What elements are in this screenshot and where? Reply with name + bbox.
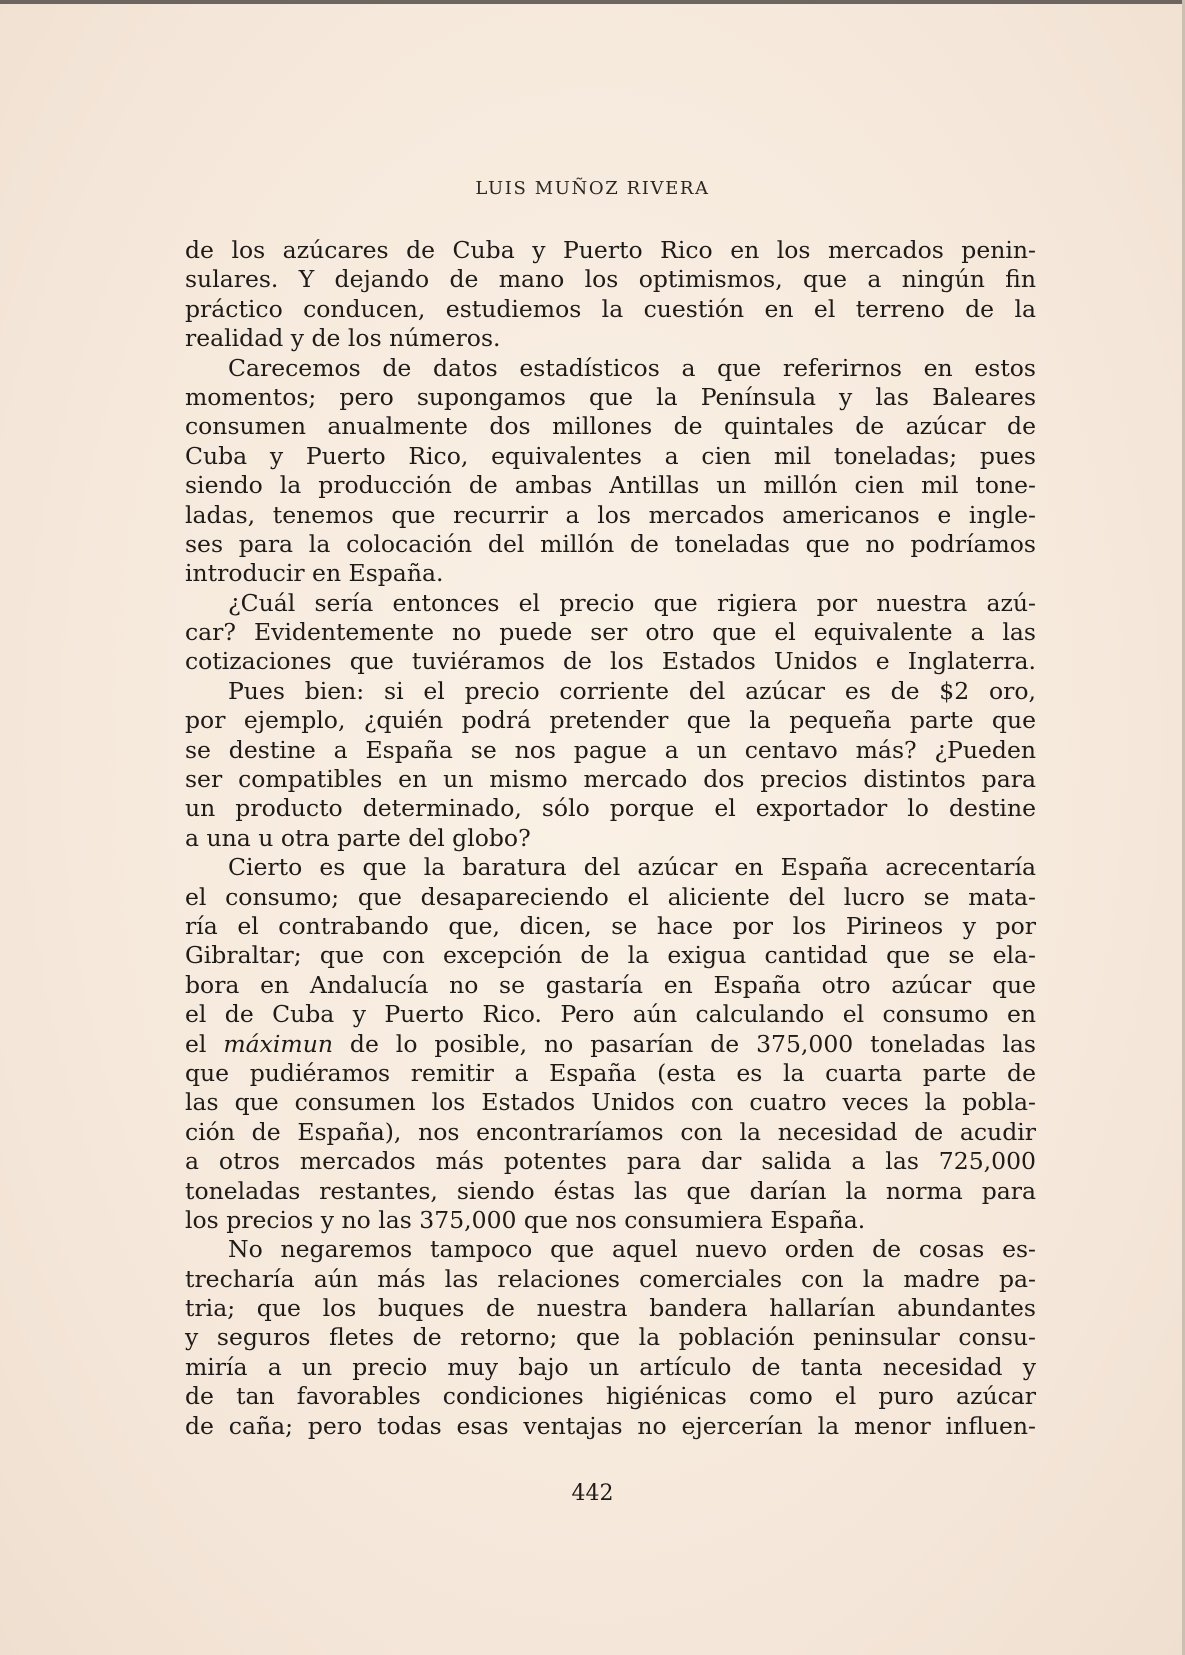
italic-term: máximun xyxy=(223,1029,333,1058)
text-line: el de Cuba y Puerto Rico. Pero aún calculando el consumo en xyxy=(185,1000,1036,1029)
text-line: un producto determinado, sólo porque el exportador lo destine xyxy=(185,794,1036,823)
text-line: consumen anualmente dos millones de quintales de azúcar de xyxy=(185,412,1036,441)
text-line: ladas, tenemos que recurrir a los mercados americanos e ingle- xyxy=(185,500,1036,529)
text-line: sulares. Y dejando de mano los optimismos, que a ningún fin xyxy=(185,265,1036,294)
text-line: de tan favorables condiciones higiénicas como el puro azúcar xyxy=(185,1382,1036,1411)
text-line: por ejemplo, ¿quién podrá pretender que la pequeña parte que xyxy=(185,706,1036,735)
text-line: Cuba y Puerto Rico, equivalentes a cien mil toneladas; pues xyxy=(185,441,1036,470)
paragraph-first-line: Cierto es que la baratura del azúcar en España acrecentaría xyxy=(228,853,1036,882)
text-line: siendo la producción de ambas Antillas un millón cien mil tone- xyxy=(185,471,1036,500)
text-line: ción de España), nos encontraríamos con la necesidad de acudir xyxy=(185,1117,1036,1146)
text-line: de caña; pero todas esas ventajas no ejercerían la menor influen- xyxy=(185,1411,1036,1440)
paragraph-first-line: Pues bien: si el precio corriente del azúcar es de $2 oro, xyxy=(228,676,1036,705)
text-line: car? Evidentemente no puede ser otro que el equivalente a las xyxy=(185,618,1036,647)
text-line: momentos; pero supongamos que la Península y las Baleares xyxy=(185,382,1036,411)
text-line: cotizaciones que tuviéramos de los Estados Unidos e Inglaterra. xyxy=(185,647,1036,676)
line-prefix: el xyxy=(185,1029,224,1058)
text-line: ría el contrabando que, dicen, se hace por los Pirineos y por xyxy=(185,911,1036,940)
text-line: práctico conducen, estudiemos la cuestión en el terreno de la xyxy=(185,294,1036,323)
text-line: bora en Andalucía no se gastaría en España otro azúcar que xyxy=(185,970,1036,999)
body-text xyxy=(185,236,1036,1441)
paragraph-first-line: No negaremos tampoco que aquel nuevo orden de cosas es- xyxy=(228,1235,1036,1264)
text-line: ses para la colocación del millón de toneladas que no podríamos xyxy=(185,529,1036,558)
text-line: a una u otra parte del globo? xyxy=(185,823,531,852)
text-line: ser compatibles en un mismo mercado dos precios distintos para xyxy=(185,765,1036,794)
text-line: toneladas restantes, siendo éstas las que darían la norma para xyxy=(185,1176,1036,1205)
text-line: trecharía aún más las relaciones comerciales con la madre pa- xyxy=(185,1264,1036,1293)
scan-top-edge xyxy=(0,0,1185,4)
text-line: realidad y de los números. xyxy=(185,324,501,353)
text-line: miría a un precio muy bajo un artículo de tanta necesidad y xyxy=(185,1352,1036,1381)
line-rest: de lo posible, no pasarían de 375,000 toneladas las xyxy=(349,1029,1036,1058)
text-line: se destine a España se nos pague a un centavo más? ¿Pueden xyxy=(185,735,1036,764)
page-number: 442 xyxy=(571,1481,614,1506)
text-line: y seguros fletes de retorno; que la población peninsular consu- xyxy=(185,1323,1036,1352)
text-line: de los azúcares de Cuba y Puerto Rico en los mercados penin- xyxy=(185,236,1036,264)
text-line: a otros mercados más potentes para dar salida a las 725,000 xyxy=(185,1147,1036,1176)
text-line: el consumo; que desapareciendo el aliciente del lucro se mata- xyxy=(185,882,1036,911)
text-line: que pudiéramos remitir a España (esta es la cuarta parte de xyxy=(185,1058,1036,1087)
paragraph-first-line: ¿Cuál sería entonces el precio que rigiera por nuestra azú- xyxy=(228,588,1036,617)
text-line: Gibraltar; que con excepción de la exigua cantidad que se ela- xyxy=(185,941,1036,970)
text-line: tria; que los buques de nuestra bandera hallarían abundantes xyxy=(185,1294,1036,1323)
text-line: las que consumen los Estados Unidos con cuatro veces la pobla- xyxy=(185,1088,1036,1117)
paragraph-first-line: Carecemos de datos estadísticos a que referirnos en estos xyxy=(228,353,1036,382)
text-line-with-italic xyxy=(185,1030,1036,1059)
running-header: LUIS MUÑOZ RIVERA xyxy=(475,178,710,199)
text-line: los precios y no las 375,000 que nos consumiera España. xyxy=(185,1205,866,1234)
text-line: introducir en España. xyxy=(185,559,444,588)
